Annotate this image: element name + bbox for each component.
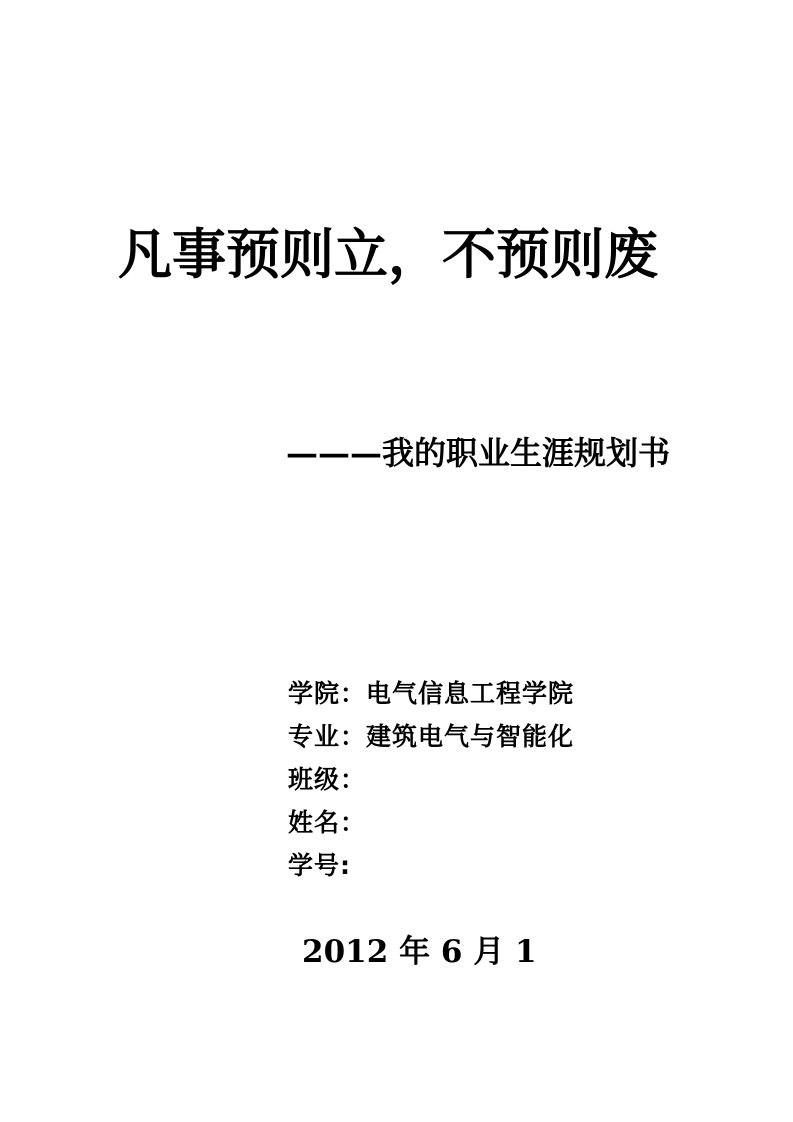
field-value-college: 电气信息工程学院 (366, 679, 575, 708)
field-row-major (288, 715, 574, 758)
document-title: 凡事预则立，不预则废 (118, 222, 658, 286)
field-row-student-id (288, 844, 574, 887)
field-label-major: 专业： (288, 722, 367, 751)
field-row-class (288, 758, 574, 801)
field-label-class: 班级： (288, 765, 367, 794)
field-label-college: 学院： (288, 679, 367, 708)
field-label-name: 姓名： (288, 808, 367, 837)
field-value-major: 建筑电气与智能化 (366, 722, 575, 751)
field-label-student-id: 学号: (288, 851, 351, 880)
field-row-name (288, 801, 574, 844)
document-subtitle: ———我的职业生涯规划书 (286, 434, 671, 472)
info-fields (288, 672, 574, 887)
document-date: 2012 年 6 月 1 (302, 934, 537, 970)
field-row-college (288, 672, 574, 715)
